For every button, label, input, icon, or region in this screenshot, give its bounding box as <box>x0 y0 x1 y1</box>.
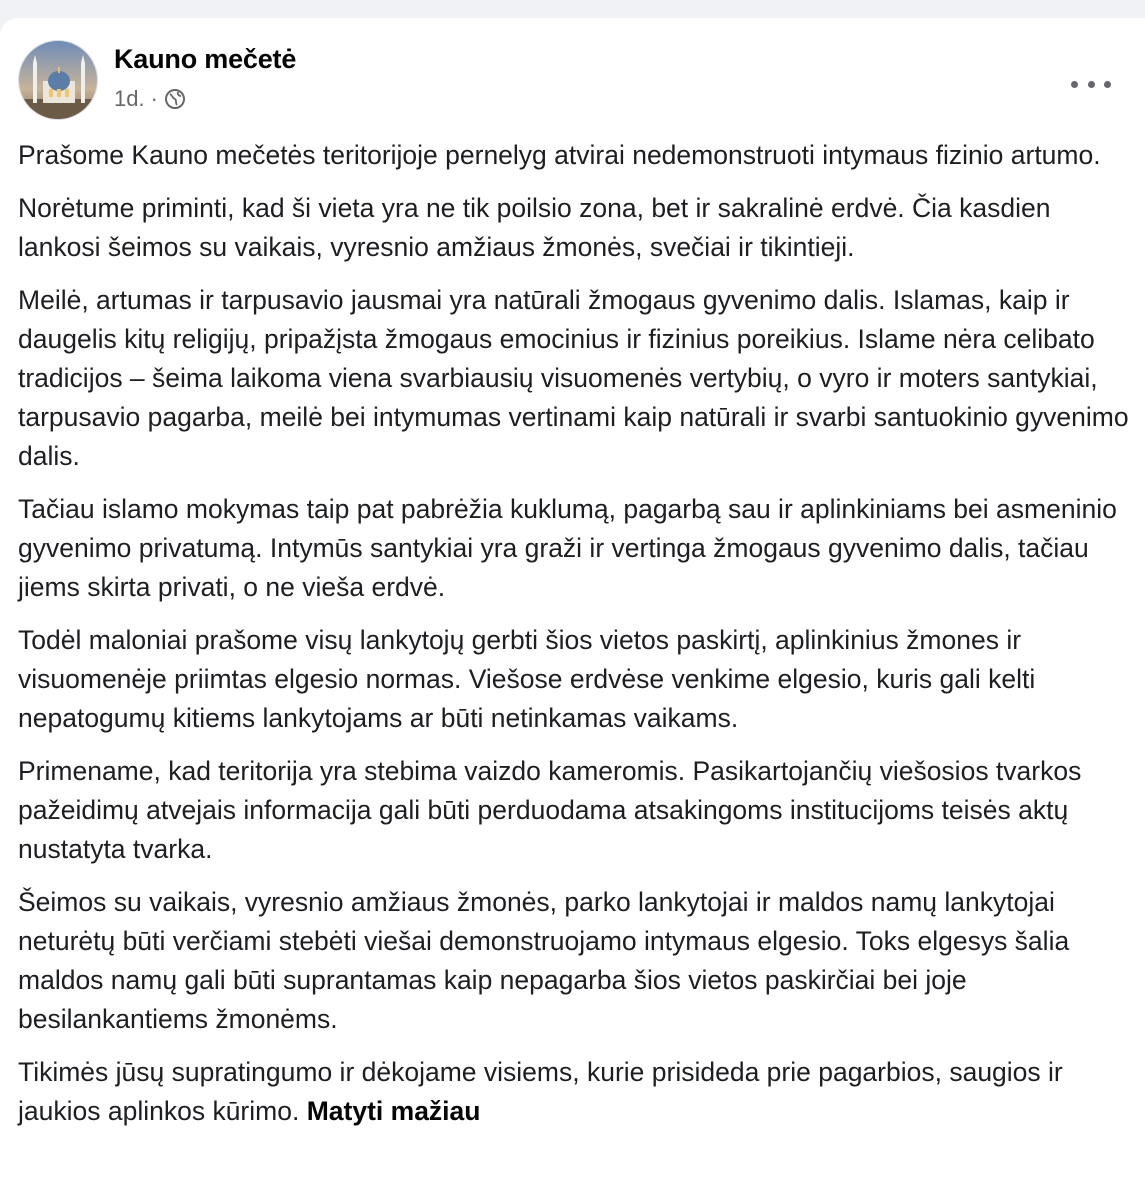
see-less-link[interactable]: Matyti mažiau <box>306 1096 481 1126</box>
post-paragraph: Norėtume priminti, kad ši vieta yra ne tik poilsio zona, bet ir sakralinė erdvė. Čia kasdien lankosi šeimos su vaikais, vyresnio amžiaus žmonės, svečiai ir tikintieji. <box>18 193 1051 262</box>
post-paragraph <box>18 1053 1136 1131</box>
post-meta <box>114 86 186 112</box>
post-paragraph: Primename, kad teritorija yra stebima vaizdo kameromis. Pasikartojančių viešosios tvarkos pažeidimų atvejais informacija gali būti perduodama atsakingoms institucijoms teisės aktų nustatyta tvarka. <box>18 756 1082 864</box>
globe-icon <box>164 88 186 110</box>
post-text <box>18 136 1136 1145</box>
post-header <box>18 40 1145 122</box>
post-paragraph: Prašome Kauno mečetės teritorijoje pernelyg atvirai nedemonstruoti intymaus fizinio artumo. <box>18 140 1101 170</box>
post-paragraph: Tačiau islamo mokymas taip pat pabrėžia kuklumą, pagarbą sau ir aplinkiniams bei asmeninio gyvenimo privatumą. Intymūs santykiai yra graži ir vertinga žmogaus gyvenimo dalis, tačiau jiems skirta privati, o ne vieša erdvė. <box>18 494 1117 602</box>
post-paragraph-text: Tikimės jūsų supratingumo ir dėkojame visiems, kurie prisideda prie pagarbios, saugios ir jaukios aplinkos kūrimo. <box>18 1057 1063 1126</box>
mosque-avatar[interactable] <box>18 40 98 120</box>
meta-separator: · <box>150 86 158 111</box>
post-paragraph: Šeimos su vaikais, vyresnio amžiaus žmonės, parko lankytojai ir maldos namų lankytojai neturėtų būti verčiami stebėti viešai demonstruojamo intymaus elgesio. Toks elgesys šalia maldos namų gali būti suprantamas kaip nepagarba šios vietos paskirčiai bei joje besilankantiems žmonėms. <box>18 887 1070 1034</box>
more-options-icon[interactable] <box>1071 72 1111 96</box>
post-card <box>0 18 1145 1200</box>
post-paragraph: Meilė, artumas ir tarpusavio jausmai yra natūrali žmogaus gyvenimo dalis. Islamas, kaip ir daugelis kitų religijų, pripažįsta žmogaus emocinius ir fizinius poreikius. Islame nėra celibato tradicijos – šeima laikoma viena svarbiausių visuomenės vertybių, o vyro ir moters santykiai, tarpusavio pagarba, meilė bei intymumas vertinami kaip natūrali ir svarbi santuokinio gyvenimo dalis. <box>18 285 1129 471</box>
author-name[interactable]: Kauno mečetė <box>114 44 297 74</box>
post-paragraph: Todėl maloniai prašome visų lankytojų gerbti šios vietos paskirtį, aplinkinius žmones ir visuomenėje priimtas elgesio normas. Viešose erdvėse venkime elgesio, kuris gali kelti nepatogumų kitiems lankytojams ar būti netinkamas vaikams. <box>18 625 1036 733</box>
post-time[interactable]: 1d. <box>114 86 145 111</box>
